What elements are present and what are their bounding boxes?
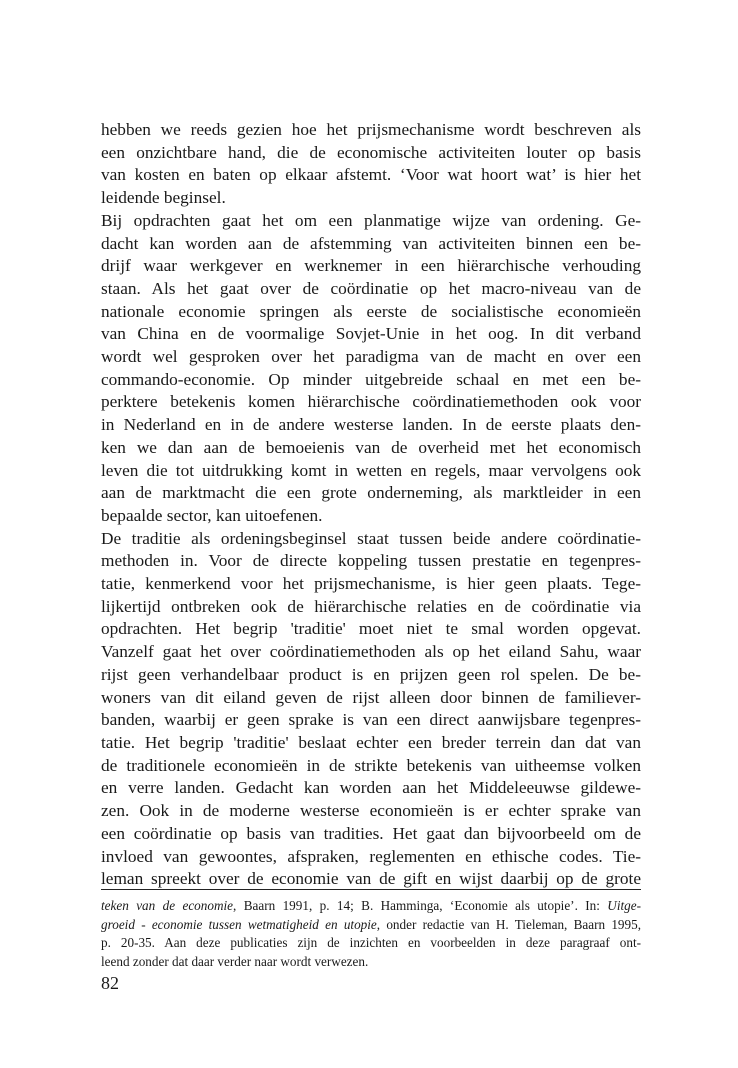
text-line: banden, waarbij er geen sprake is van een direct aanwijsbare tegenpres- <box>101 710 641 730</box>
text-line: leman spreekt over de economie van de gift en wijst daarbij op de grote <box>101 869 641 889</box>
text-line: aan de marktmacht die een grote onderneming, als marktleider in een <box>101 483 641 503</box>
text-line: dacht kan worden aan de afstemming van activiteiten binnen een be- <box>101 233 641 253</box>
footnote-line <box>101 916 641 935</box>
footnote-title: teken van de economie <box>101 898 234 913</box>
text-line: wordt wel gesproken over het paradigma van de macht en over een <box>101 347 641 367</box>
text-line: van China en de voormalige Sovjet-Unie in het oog. In dit verband <box>101 324 641 344</box>
text-line: woners van dit eiland geven de rijst alleen door binnen de familiever- <box>101 687 641 707</box>
text-line: nationale economie springen als eerste de socialistische economieën <box>101 301 641 321</box>
text-line: methoden in. Voor de directe koppeling tussen prestatie en tegenpres- <box>101 551 641 571</box>
footnote-line <box>101 897 641 916</box>
text-line: rijst geen verhandelbaar product is en prijzen geen rol spelen. De be- <box>101 664 641 684</box>
text-line: bepaalde sector, kan uitoefenen. <box>101 505 323 525</box>
footnote-line: leend zonder dat daar verder naar wordt verwezen. <box>101 953 369 969</box>
page-number: 82 <box>101 973 119 993</box>
footnote <box>101 897 641 971</box>
text-line: invloed van gewoontes, afspraken, reglementen en ethische codes. Tie- <box>101 846 641 866</box>
text-line: De traditie als ordeningsbeginsel staat tussen beide andere coördinatie- <box>101 528 641 548</box>
text-line: Vanzelf gaat het over coördinatiemethoden als op het eiland Sahu, waar <box>101 642 641 662</box>
text-line: drijf waar werkgever en werknemer in een hiërarchische verhouding <box>101 256 641 276</box>
text-line: tatie, kenmerkend voor het prijsmechanisme, is hier geen plaats. Tege- <box>101 574 641 594</box>
text-line: perktere betekenis komen hiërarchische coördinatiemethoden ook voor <box>101 392 641 412</box>
text-line: hebben we reeds gezien hoe het prijsmechanisme wordt beschreven als <box>101 120 641 139</box>
text-line: een coördinatie op basis van tradities. Het gaat dan bijvoorbeeld om de <box>101 823 641 843</box>
text-line: opdrachten. Het begrip 'traditie' moet niet te smal worden opgevat. <box>101 619 641 639</box>
text-line: in Nederland en in de andere westerse landen. In de eerste plaats den- <box>101 415 641 435</box>
text-line: leidende beginsel. <box>101 188 226 208</box>
text-line: ken we dan aan de bemoeienis van de overheid met het economisch <box>101 437 641 457</box>
footnote-title: groeid - economie tussen wetmatigheid en utopie <box>101 916 377 932</box>
text-line: zen. Ook in de moderne westerse economieën is er echter sprake van <box>101 801 641 821</box>
footnote-line: p. 20-35. Aan deze publicaties zijn de inzichten en voorbeelden in deze paragraaf ont- <box>101 935 641 951</box>
text-line: van kosten en baten op elkaar afstemt. ‘Voor wat hoort wat’ is hier het <box>101 165 641 185</box>
footnote-title: Uitge- <box>607 898 641 913</box>
text-line: een onzichtbare hand, die de economische activiteiten louter op basis <box>101 142 641 162</box>
text-line: staan. Als het gaat over de coördinatie op het macro-niveau van de <box>101 278 641 298</box>
footnote-divider <box>101 889 641 890</box>
text-line: tatie. Het begrip 'traditie' beslaat echter een breder terrein dan dat van <box>101 732 641 752</box>
footnote-text: , Baarn 1991, p. 14; B. Hamminga, ‘Economie als utopie’. In: <box>233 898 608 913</box>
text-line: leven die tot uitdrukking komt in wetten en regels, maar vervolgens ook <box>101 460 641 480</box>
text-line: de traditionele economieën in de strikte betekenis van uitheemse volken <box>101 755 641 775</box>
text-line: lijkertijd ontbreken ook de hiërarchische relaties en de coördinatie via <box>101 596 641 616</box>
text-line: commando-economie. Op minder uitgebreide schaal en met een be- <box>101 369 641 389</box>
footnote-text: , onder redactie van H. Tieleman, Baarn 1995, <box>376 916 641 932</box>
text-line: Bij opdrachten gaat het om een planmatige wijze van ordening. Ge- <box>101 210 641 230</box>
body-text <box>101 119 641 891</box>
text-line: en verre landen. Gedacht kan worden aan het Middeleeuwse gildewe- <box>101 778 641 798</box>
